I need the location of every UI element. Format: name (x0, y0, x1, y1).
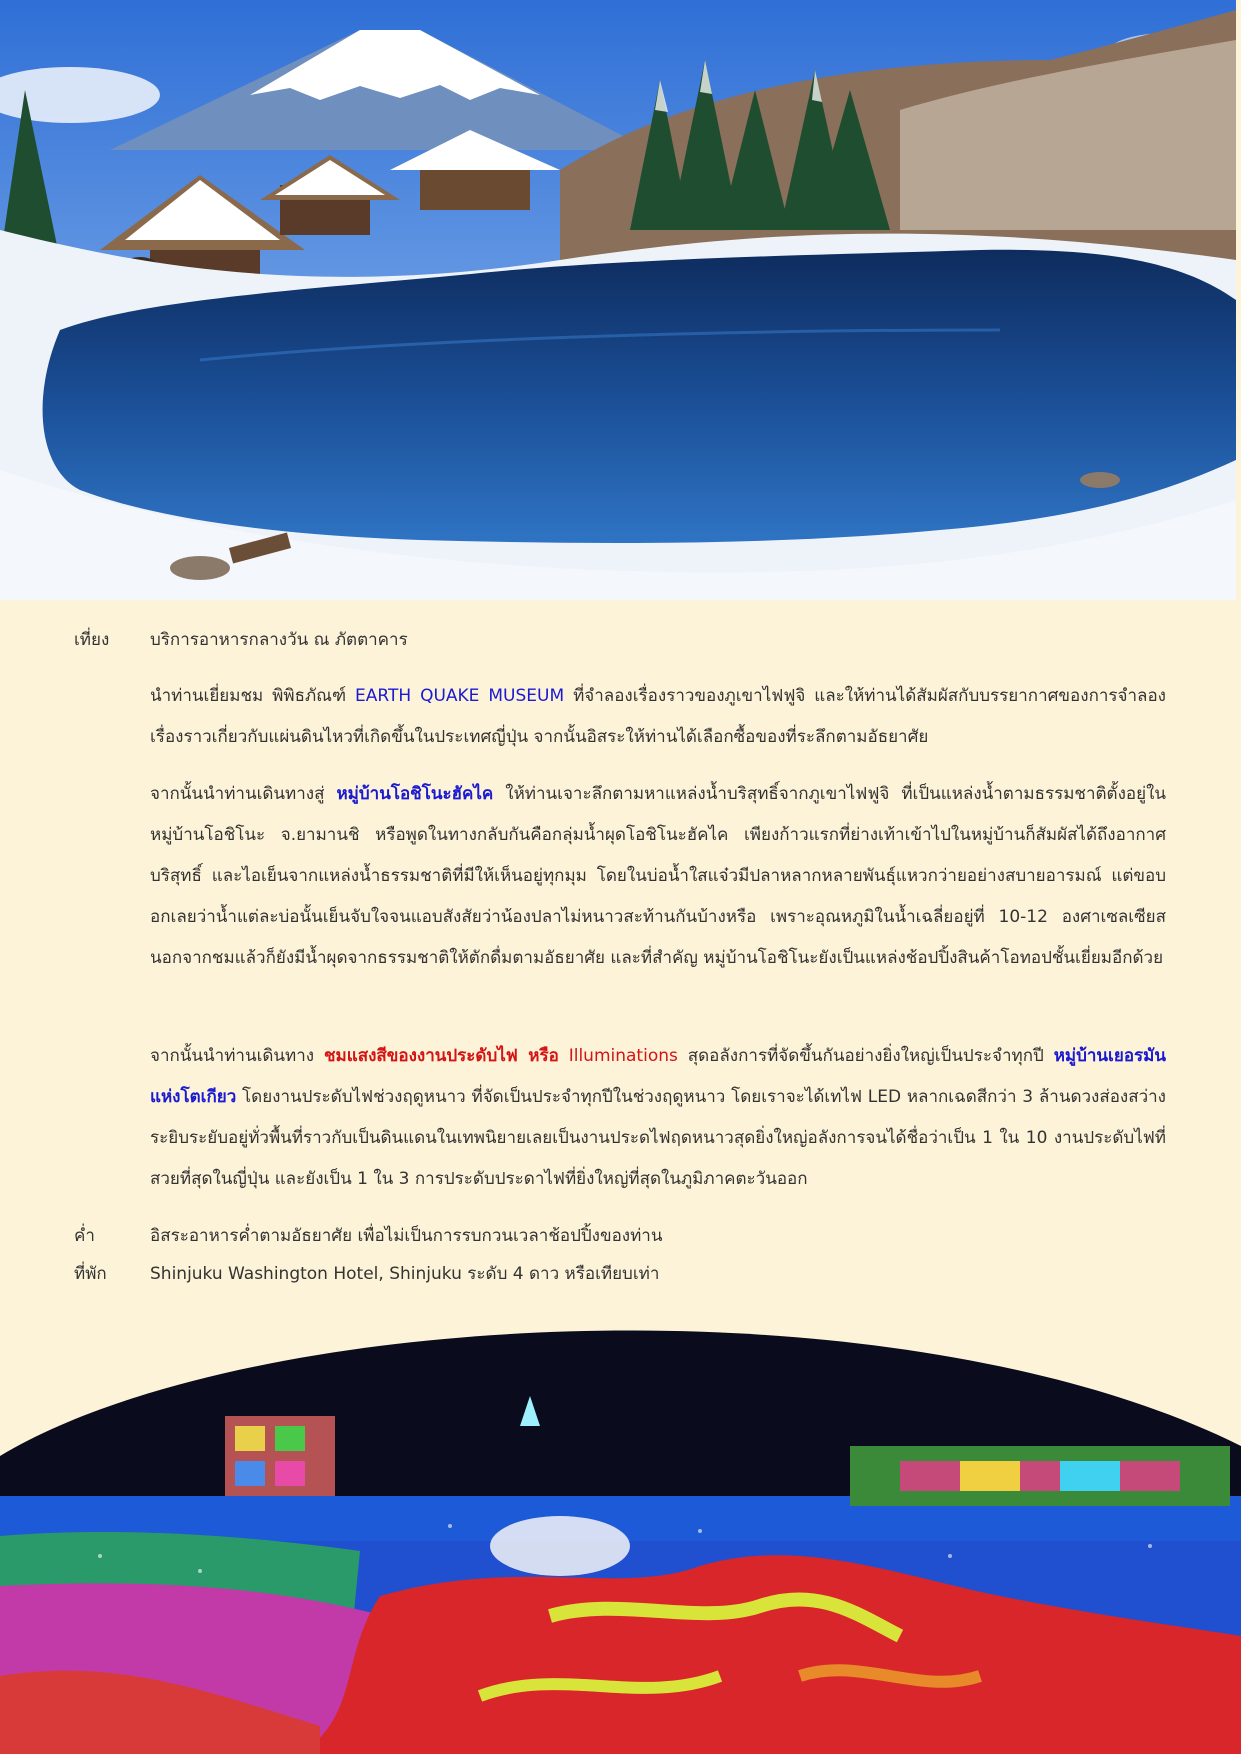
dinner-text: อิสระอาหารค่ำตามอัธยาศัย เพื่อไม่เป็นการรบกวนเวลาช้อปปิ้งของท่าน (150, 1226, 663, 1246)
village-post: ให้ท่านเจาะลึกตามหาแหล่งน้ำบริสุทธิ์จากภูเขาไฟฟูจิ ที่เป็นแหล่งน้ำตามธรรมชาติตั้งอยู่ในหมู่บ้านโอชิโนะ จ.ยามานชิ หรือพูดในทางกลับกันคือกลุ่มน้ำผุดโอชิโนะฮัคไค เพียงก้าวแรกที่ย่างเท้าเข้าไปในหมู่บ้านก็สัมผัสได้ถึงอากาศบริสุทธิ์ และไอเย็นจากแหล่งน้ำธรรมชาติที่มีให้เห็นอยู่ทุกมุม โดยในบ่อน้ำใสแจ๋วมีปลาหลากหลายพันธุ์แหวกว่ายอย่างสบายอารมณ์ แต่ขอบอกเลยว่าน้ำแต่ละบ่อนั้นเย็นจับใจจนแอบสังสัยว่าน้องปลาไม่หนาวสะท้านกันบ้างหรือ เพราะอุณหภูมิในน้ำเฉลี่ยอยู่ที่ 10-12 องศาเซลเซียสนอกจากชมแล้วก็ยังมีน้ำผุดจากธรรมชาติให้ตักดื่มตามอัธยาศัย และที่สำคัญ หมู่บ้านโอชิโนะยังเป็นแหล่งช้อปปิ้งสินค้าโอทอปชั้นเยี่ยมอีกด้วย (150, 784, 1166, 968)
museum-highlight: EARTH QUAKE MUSEUM (355, 686, 565, 706)
illumination-pre: จากนั้นนำท่านเดินทาง (150, 1046, 325, 1066)
illumination-mid: สุดอลังการที่จัดขึ้นกันอย่างยิ่งใหญ่เป็นประจำทุกปี (677, 1046, 1054, 1066)
hotel-label: ที่พัก (74, 1264, 107, 1284)
mt-fuji-village-illustration (0, 0, 1236, 600)
museum-pre: นำท่านเยี่ยมชม พิพิธภัณฑ์ (150, 686, 356, 706)
village-highlight: หมู่บ้านโอชิโนะฮัคไค (336, 784, 494, 804)
mt-fuji-village-photo (0, 0, 1236, 600)
dinner-label: ค่ำ (74, 1226, 95, 1246)
illumination-illustration (0, 1296, 1241, 1754)
illumination-highlight-en: Illuminations (558, 1046, 678, 1066)
illumination-paragraph (150, 1036, 1166, 1200)
hotel-text: Shinjuku Washington Hotel, Shinjuku ระดับ 4 ดาว หรือเทียบเท่า (150, 1264, 660, 1284)
village-paragraph (150, 774, 1166, 979)
illumination-photo (0, 1296, 1241, 1754)
village-pre: จากนั้นนำท่านเดินทางสู่ (150, 784, 337, 804)
illumination-highlight: ชมแสงสีของงานประดับไฟ หรือ (324, 1046, 559, 1066)
lunch-label: เที่ยง (74, 630, 110, 650)
illumination-place: หมู่บ้านเยอรมันแห่งโตเกียว (150, 1046, 1166, 1107)
lunch-text: บริการอาหารกลางวัน ณ ภัตตาคาร (150, 630, 408, 650)
museum-post: ที่จำลองเรื่องราวของภูเขาไฟฟูจิ และให้ท่านได้สัมผัสกับบรรยากาศของการจำลองเรื่องราวเกี่ยวกับแผ่นดินไหวที่เกิดขึ้นในประเทศญี่ปุ่น จากนั้นอิสระให้ท่านได้เลือกซื้อของที่ระลึกตามอัธยาศัย (150, 686, 1166, 747)
illumination-post: โดยงานประดับไฟช่วงฤดูหนาว ที่จัดเป็นประจำทุกปีในช่วงฤดูหนาว โดยเราจะได้เทไฟ LED หลากเฉดสีกว่า 3 ล้านดวงส่องสว่างระยิบระยับอยู่ทั่วพื้นที่ราวกับเป็นดินแดนในเทพนิยายเลยเป็นงานประดไฟฤดหนาวสุดยิ่งใหญ่อลังการจนได้ชื่อว่าเป็น 1 ใน 10 งานประดับไฟที่สวยที่สุดในญี่ปุ่น และยังเป็น 1 ใน 3 การประดับประดาไฟที่ยิ่งใหญ่ที่สุดในภูมิภาคตะวันออก (150, 1087, 1166, 1189)
museum-paragraph (150, 676, 1166, 758)
